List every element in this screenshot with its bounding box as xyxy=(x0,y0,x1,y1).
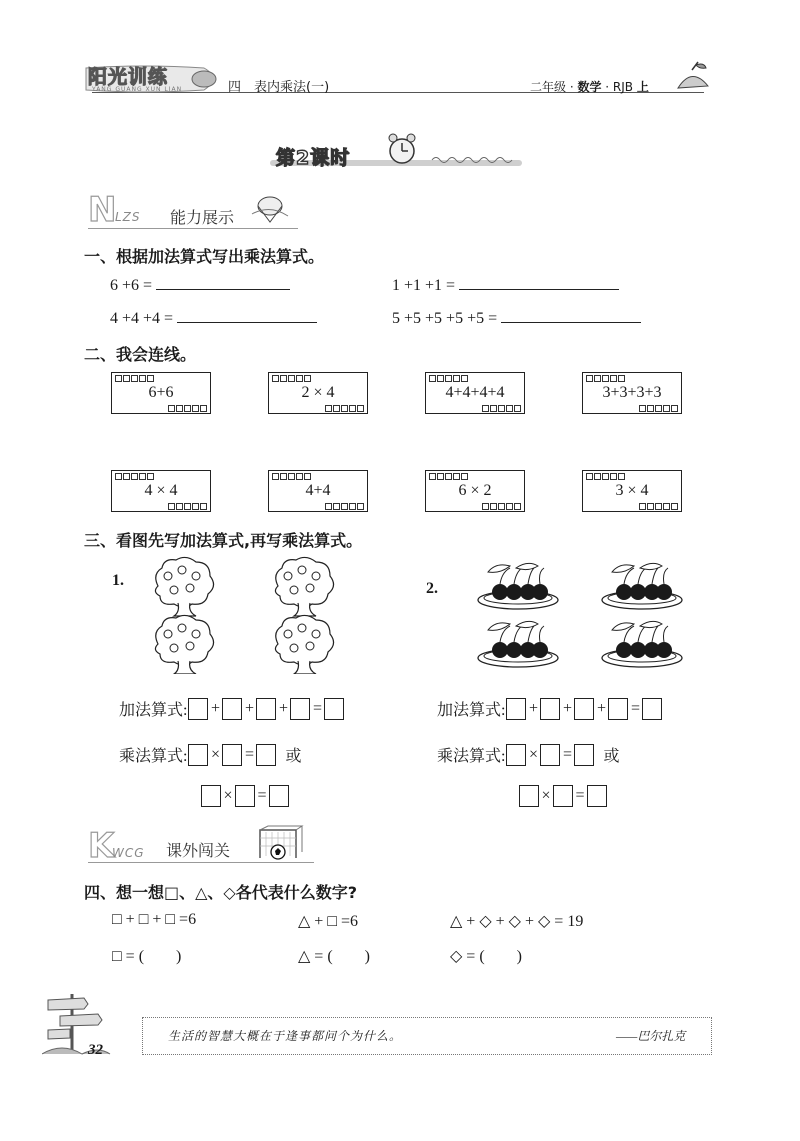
q1-item-2 xyxy=(392,277,619,295)
section1-title: 能力展示 xyxy=(170,208,235,227)
card-dots xyxy=(168,405,207,411)
apple-icon xyxy=(672,60,712,92)
answer-box[interactable] xyxy=(290,698,310,720)
page-number: 32 xyxy=(88,1042,103,1058)
answer-box[interactable] xyxy=(642,698,662,720)
q3-2-multiplication-row xyxy=(437,743,619,766)
card-expression: 2 × 4 xyxy=(301,384,335,401)
plus-sign: + xyxy=(562,699,572,717)
equals-sign: = xyxy=(312,699,322,717)
q3-1-multiplication-row xyxy=(119,743,301,766)
card-expression: 4+4+4+4 xyxy=(445,384,505,401)
card-dots xyxy=(272,375,311,381)
plus-sign: + xyxy=(278,699,288,717)
plus-sign: + xyxy=(244,699,254,717)
addition-label: 加法算式: xyxy=(437,702,506,719)
equals-sign: = xyxy=(562,745,572,763)
card-dots xyxy=(325,503,364,509)
card-dots xyxy=(586,473,625,479)
answer-blank[interactable] xyxy=(501,322,641,323)
card-dots xyxy=(482,405,521,411)
section1-rule xyxy=(88,228,298,229)
volume-label: 上 xyxy=(636,80,649,94)
q1-item-1 xyxy=(110,277,290,295)
q1-item-3 xyxy=(110,310,317,328)
card-dots xyxy=(168,503,207,509)
q3-heading: 三、看图先写加法算式,再写乘法算式。 xyxy=(84,531,363,550)
spinning-top-icon xyxy=(248,194,292,224)
answer-box[interactable] xyxy=(188,744,208,766)
card-expression: 6+6 xyxy=(148,384,174,401)
quote-text: 生活的智慧大概在于逢事都问个为什么。 xyxy=(168,1029,403,1043)
answer-box[interactable] xyxy=(222,698,242,720)
match-card-top-3[interactable] xyxy=(425,372,525,414)
answer-box[interactable] xyxy=(540,698,560,720)
q1-heading: 一、根据加法算式写出乘法算式。 xyxy=(84,247,325,266)
plus-sign: + xyxy=(528,699,538,717)
apple-tree-icon xyxy=(140,556,370,674)
q4-answer-triangle[interactable]: △ = ( ) xyxy=(298,948,370,965)
soccer-goal-icon xyxy=(256,824,304,862)
decorative-squiggle xyxy=(430,154,520,164)
card-expression: 3+3+3+3 xyxy=(602,384,662,401)
answer-box[interactable] xyxy=(256,744,276,766)
lesson-title: 第2课时 xyxy=(276,147,351,169)
chapter-title: 四 表内乘法(一) xyxy=(228,80,330,95)
section1-code: LZS xyxy=(115,210,141,224)
multiplication-label: 乘法算式: xyxy=(119,748,188,765)
or-label: 或 xyxy=(285,748,302,765)
quote-author: ——巴尔扎克 xyxy=(616,1029,686,1043)
answer-box[interactable] xyxy=(553,785,573,807)
q1-expression: 4 +4 +4 = xyxy=(110,310,174,327)
answer-box[interactable] xyxy=(506,698,526,720)
q1-item-4 xyxy=(392,310,641,328)
section2-letter: K xyxy=(88,826,115,866)
answer-box[interactable] xyxy=(506,744,526,766)
section2-code: WCG xyxy=(112,846,145,860)
answer-blank[interactable] xyxy=(156,289,290,290)
answer-blank[interactable] xyxy=(459,289,619,290)
match-card-bottom-1[interactable] xyxy=(111,470,211,512)
answer-box[interactable] xyxy=(574,744,594,766)
card-dots xyxy=(639,503,678,509)
match-card-top-1[interactable] xyxy=(111,372,211,414)
cherry-plate-icon xyxy=(470,560,690,676)
card-expression: 4+4 xyxy=(305,482,331,499)
q3-2-multiplication-row-2 xyxy=(518,785,608,807)
answer-box[interactable] xyxy=(574,698,594,720)
q1-expression: 1 +1 +1 = xyxy=(392,277,456,294)
section2-title: 课外闯关 xyxy=(166,841,231,860)
card-expression: 4 × 4 xyxy=(144,482,178,499)
q3-1-addition-row xyxy=(119,697,345,720)
answer-box[interactable] xyxy=(269,785,289,807)
q3-problem-1-number: 1. xyxy=(112,572,124,589)
section1-letter: N xyxy=(88,190,117,230)
card-dots xyxy=(429,375,468,381)
grade-label xyxy=(530,78,649,95)
q4-equation-1: □ + □ + □ =6 xyxy=(112,911,197,928)
q3-2-addition-row xyxy=(437,697,663,720)
card-dots xyxy=(115,375,154,381)
answer-box[interactable] xyxy=(608,698,628,720)
card-dots xyxy=(639,405,678,411)
q3-1-multiplication-row-2 xyxy=(200,785,290,807)
q4-equation-2: △ + □ =6 xyxy=(298,913,359,930)
answer-box[interactable] xyxy=(324,698,344,720)
times-sign: × xyxy=(210,745,220,763)
equals-sign: = xyxy=(630,699,640,717)
card-dots xyxy=(115,473,154,479)
card-expression: 6 × 2 xyxy=(458,482,492,499)
equals-sign: = xyxy=(257,787,267,804)
card-dots xyxy=(325,405,364,411)
match-card-bottom-3[interactable] xyxy=(425,470,525,512)
match-card-bottom-4[interactable] xyxy=(582,470,682,512)
match-card-bottom-2[interactable] xyxy=(268,470,368,512)
section2-rule xyxy=(88,862,314,863)
times-sign: × xyxy=(541,787,551,804)
edition-label: · RJB xyxy=(601,80,637,94)
grade-part: 二年级 · xyxy=(530,80,578,94)
plus-sign: + xyxy=(210,699,220,717)
answer-box[interactable] xyxy=(256,698,276,720)
equals-sign: = xyxy=(244,745,254,763)
equals-sign: = xyxy=(575,787,585,804)
q4-answer-square[interactable]: □ = ( ) xyxy=(112,948,182,965)
q1-expression: 5 +5 +5 +5 +5 = xyxy=(392,310,498,327)
q4-answer-diamond[interactable]: ◇ = ( ) xyxy=(450,948,522,965)
q1-expression: 6 +6 = xyxy=(110,277,153,294)
answer-box[interactable] xyxy=(235,785,255,807)
answer-box[interactable] xyxy=(201,785,221,807)
card-dots xyxy=(482,503,521,509)
or-label: 或 xyxy=(603,748,620,765)
answer-box[interactable] xyxy=(188,698,208,720)
match-card-top-2[interactable] xyxy=(268,372,368,414)
answer-blank[interactable] xyxy=(177,322,317,323)
clock-icon xyxy=(385,132,419,166)
times-sign: × xyxy=(223,787,233,804)
times-sign: × xyxy=(528,745,538,763)
plus-sign: + xyxy=(596,699,606,717)
q4-equation-3: △ + ◇ + ◇ + ◇ = 19 xyxy=(450,913,584,930)
match-card-top-4[interactable] xyxy=(582,372,682,414)
answer-box[interactable] xyxy=(587,785,607,807)
card-expression: 3 × 4 xyxy=(615,482,649,499)
q3-problem-2-number: 2. xyxy=(426,580,438,597)
multiplication-label: 乘法算式: xyxy=(437,748,506,765)
answer-box[interactable] xyxy=(519,785,539,807)
answer-box[interactable] xyxy=(222,744,242,766)
q4-heading: 四、想一想□、△、◇各代表什么数字? xyxy=(84,883,358,902)
addition-label: 加法算式: xyxy=(119,702,188,719)
q2-heading: 二、我会连线。 xyxy=(84,345,197,364)
card-dots xyxy=(586,375,625,381)
subject-label: 数学 xyxy=(577,80,602,94)
card-dots xyxy=(272,473,311,479)
brand-subtitle: YANG GUANG XUN LIAN xyxy=(92,86,183,93)
brand-title: 阳光训练 xyxy=(88,66,169,88)
answer-box[interactable] xyxy=(540,744,560,766)
card-dots xyxy=(429,473,468,479)
